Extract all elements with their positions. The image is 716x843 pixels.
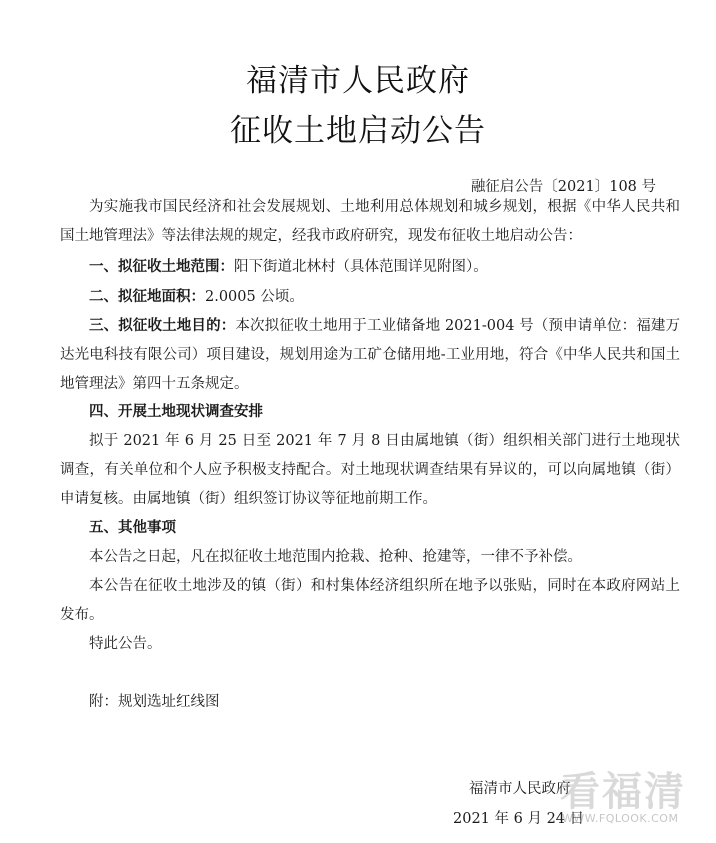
watermark-chars: 看福清 [560, 769, 686, 815]
section-2-text: 2.0005 公顷。 [205, 289, 304, 305]
section-5-heading: 五、其他事项 [89, 520, 176, 536]
signature-date: 2021 年 6 月 24 日 [453, 811, 585, 827]
page-subtitle: 征收土地启动公告 [230, 113, 486, 149]
section-4-text: 拟于 2021 年 6 月 25 日至 2021 年 7 月 8 日由属地镇（街）组织相关部门进行土地现状调查，有关单位和个人应予积极支持配合。对土地现状调查结果有异议的，可以向属地镇（街）申请复核。由属地镇（街）组织签订协议等征地前期工作。 [60, 433, 680, 507]
section-4-heading: 四、开展土地现状调查安排 [89, 404, 263, 420]
section-3-text: 本次拟征收土地用于工业储备地 2021-004 号（预申请单位：福建万达光电科技有限公司）项目建设，规划用途为工矿仓储用地-工业用地，符合《中华人民共和国土地管理法》第四十五条规定。 [60, 318, 681, 392]
attachment-link[interactable]: 附：规划选址红线图 [89, 694, 220, 710]
intro-paragraph: 为实施我市国民经济和社会发展规划、土地利用总体规划和城乡规划，根据《中华人民共和国土地管理法》等法律法规的规定，经我市政府研究，现发布征收土地启动公告： [60, 199, 680, 244]
watermark-url: WWW.FQLOOK.COM [562, 812, 679, 825]
section-2-heading: 二、拟征地面积： [89, 289, 205, 305]
watermark-logo [560, 760, 710, 830]
document-number: 融征启公告〔2021〕108 号 [470, 179, 656, 195]
closing-text: 特此公告。 [89, 636, 162, 652]
section-5-text-1: 本公告之日起，凡在拟征收土地范围内抢栽、抢种、抢建等，一律不予补偿。 [89, 549, 582, 565]
section-1 [60, 253, 680, 282]
section-5-text-2: 本公告在征收土地涉及的镇（街）和村集体经济组织所在地予以张贴，同时在本政府网站上发布。 [60, 578, 680, 623]
section-3 [60, 312, 680, 399]
section-3-heading: 三、拟征收土地目的： [89, 318, 236, 334]
section-2 [60, 283, 680, 312]
section-1-text: 阳下街道北林村（具体范围详见附图）。 [234, 259, 488, 275]
signature-organization: 福清市人民政府 [469, 781, 571, 797]
page-title: 福清市人民政府 [246, 63, 470, 99]
section-1-heading: 一、拟征收土地范围： [89, 259, 234, 275]
